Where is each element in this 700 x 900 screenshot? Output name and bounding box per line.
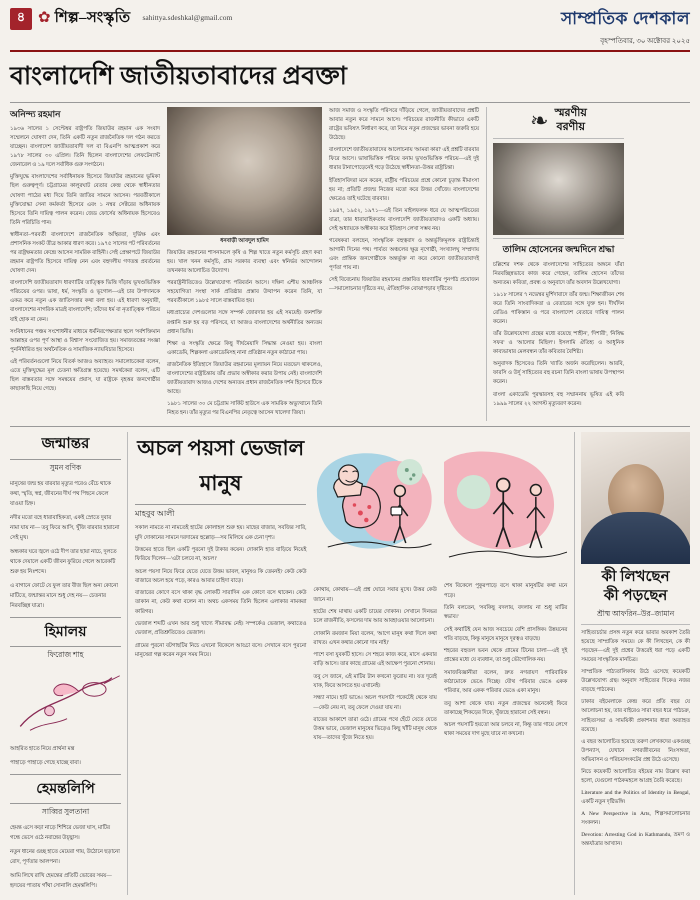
review-author-photo bbox=[581, 432, 690, 564]
paragraph: তিনি বলতেন, 'সবকিছু বদলায়, বদলায় না শুধু মাটির স্বভাব।' bbox=[443, 604, 568, 621]
paragraph: নিচে কয়েকটি আলোচিত বইয়ের নাম উল্লেখ করা হলো, যেগুলো পাঠকমহলে আগ্রহ তৈরি করেছে। bbox=[581, 768, 690, 784]
paragraph: তাঁর উল্লেখযোগ্য গ্রন্থের মধ্যে রয়েছে 'শাহীন', 'দিশারী', 'নিষিদ্ধ সফর' ও 'আলোর মিছিল'। ইসলামি ঐতিহ্য ও আধুনিক কাব্যভাষার মেলবন্ধন তাঁর কবিতার বৈশিষ্ট্য। bbox=[493, 331, 624, 356]
poem-author-jonmantor: সুমন বণিক bbox=[49, 463, 82, 473]
feature-main-column bbox=[135, 432, 306, 895]
paragraph: জিয়াউর রহমানের শাসনামলে কৃষি ও শিল্প খাতে নতুন কর্মসূচি গ্রহণ করা হয়। খাল খনন কর্মসূচি, গ্রাম সরকার ব্যবস্থা এবং স্বনির্ভর আন্দোলন তখনকার আলোচিত উদ্যোগ। bbox=[167, 250, 322, 275]
lead-body-1 bbox=[10, 125, 160, 394]
paragraph: ভেজাল শব্দটি এখন আর শুধু খাদ্যে সীমাবদ্ধ নেই। সম্পর্কেও ভেজাল, কথাতেও ভেজাল, প্রতিশ্রুতিতেও ভেজাল। bbox=[135, 621, 307, 637]
review-column bbox=[574, 432, 690, 895]
paragraph: সকাল নামতে না নামতেই হাটের কোলাহল শুরু হয়। মাছের বাজার, সবজির সারি, মুদি দোকানের সামনে দরদামের হুল্লোড়—সব মিলিয়ে এক চেনা দৃশ্য। bbox=[135, 525, 307, 541]
paragraph: শহরের বহুতল ভবন থেকে গ্রামের টিনের চালা—এই দুই প্রান্তের মধ্যে যে ব্যবধান, তা শুধু ভৌগোলিক নয়। bbox=[443, 648, 568, 664]
paragraph: কোথায়, কোথায়—এই প্রশ্ন ঘোরে সবার মুখে। উত্তর কেউ জানে না। bbox=[313, 587, 437, 603]
people-illustration-icon bbox=[313, 432, 436, 582]
feature-body-1 bbox=[135, 524, 306, 660]
lead-body-3 bbox=[329, 107, 479, 294]
lead-column-1 bbox=[10, 107, 160, 421]
book-item: Literature and the Politics of Identity in Bengal, একটি নতুন দৃষ্টিভঙ্গি। bbox=[581, 790, 690, 806]
flower-icon: ✿ bbox=[38, 10, 51, 26]
lead-column-3 bbox=[329, 107, 479, 421]
poem-body-himalay bbox=[10, 744, 121, 768]
paragraph: রাতের আকাশে তারা ওঠে। গ্রামের পথে হেঁটে যেতে যেতে উত্তম ভাবে, ভেজাল মানুষের ভিড়েও কিছু খাঁটি মানুষ থেকে যায়—তাদের খুঁজে নিতে হয়। bbox=[313, 716, 437, 742]
feature-author: মাহবুব আলী bbox=[135, 509, 175, 519]
masthead bbox=[10, 6, 690, 52]
stanza: হেমন্ত এসে কড়া নাড়ে শিশিরে ভেজা ঘাস, মাটির গন্ধে ভেসে ওঠে নবান্নের উচ্ছ্বাস। bbox=[10, 825, 110, 842]
masthead-left bbox=[10, 6, 232, 31]
rail-photo-caption: তালিম হোসেনের জন্মদিনে শ্রদ্ধা bbox=[493, 238, 624, 257]
himalay-illustration bbox=[10, 666, 121, 744]
stanza: পাহাড়ে পাহাড়ে গেছে যাচ্ছে বাবা। bbox=[10, 760, 81, 767]
page-number: ৪ bbox=[10, 8, 32, 30]
poem-body-jonmantor bbox=[10, 479, 121, 611]
paragraph: ১৯৩৬ সালের ১ সেপ্টেম্বর রাষ্ট্রপতি জিয়াউর রহমান এক সংবাদ সম্মেলনে ঘোষণা দেন, তিনি একটি নতুন রাজনৈতিক দল গঠন করতে যাচ্ছেন। বাংলাদেশ জাতীয়তাবাদী দল বা বিএনপি আত্মপ্রকাশ করে ১৯৭৮ সালের ৩০ এপ্রিল। তিনি ছিলেন বাংলাদেশের লেফটেন্যান্ট জেনারেল ও ১৯ দলে সর্বাধিক গুরু সংগঠনে। bbox=[10, 126, 160, 169]
headline-bar bbox=[10, 52, 690, 103]
paragraph: ১৯৮১ সালের ৩০ মে চট্টগ্রাম সার্কিট হাউসে এক সামরিক অভ্যুত্থানে তিনি নিহত হন। তাঁর মৃত্যুর পর বিএনপির নেতৃত্বে আসেন খালেদা জিয়া। bbox=[167, 401, 322, 417]
feature-column-2 bbox=[313, 432, 436, 895]
paragraph: মধ্যপ্রাচ্যের দেশগুলোর সঙ্গে সম্পর্ক জোরদার হয় এই সময়েই। জনশক্তি রপ্তানি শুরু হয় বড় পরিসরে, যা আজও বাংলাদেশের অর্থনীতির অন্যতম প্রধান ভিত্তি। bbox=[167, 310, 322, 335]
paragraph: দোকানি রমজান মিয়া বলেন, 'আগে মানুষ কথা দিলে কথা রাখত। এখন কথার কোনো দাম নাই।' bbox=[313, 630, 437, 646]
paragraph: সংবিধানের পঞ্চম সংশোধনীর মাধ্যমে ধর্মনিরপেক্ষতার স্থলে 'সর্বশক্তিমান আল্লাহর ওপর পূর্ণ আস্থা ও বিশ্বাস' সংযোজিত হয়। সমাজতন্ত্রের সংজ্ঞা পুনর্নির্ধারিত হয় অর্থনৈতিক ও সামাজিক ন্যায়বিচার হিসেবে। bbox=[10, 328, 160, 353]
paragraph: বাংলাদেশি জাতীয়তাবাদ ধারণাটির তাত্ত্বিক ভিত্তি দাঁড়ায় ভূখণ্ডভিত্তিক পরিচয়ের ওপর। ভাষা, ধর্ম, সংস্কৃতি ও ভূগোল—এই চার উপাদানকে একত্র করে নতুন এক জাতিসত্তার কথা বলা হয়। এই ধারণা অনুযায়ী, বাংলাদেশের নাগরিক মাত্রই বাংলাদেশি; তাঁদের ধর্ম বা নৃতাত্ত্বিক পরিচয় যাই হোক না কেন। bbox=[10, 280, 160, 323]
book-item: Devotion: Arresting God in Kathmandu, ভ্রমণ ও অন্তর্যাত্রার আখ্যান। bbox=[581, 832, 690, 848]
paragraph: উত্তমের হাতে ছিল একটি পুরনো দুই টাকার কয়েন। দোকানি হাত বাড়িয়ে নিয়েই ফিরিয়ে দিলেন—'এটা চলবে না, অচল।' bbox=[135, 546, 307, 563]
paragraph: শেষ বিকেলে পুকুরপাড়ে বসে থাকা মানুষটির কথা মনে পড়ে। bbox=[443, 583, 568, 599]
feature-body-3 bbox=[444, 582, 567, 739]
page-title: বাংলাদেশি জাতীয়তাবাদের প্রবক্তা bbox=[10, 63, 348, 90]
paragraph: সাহিত্যচর্চার প্রসঙ্গ নতুন করে ভাবার অবকাশ তৈরি হয়েছে সাম্প্রতিক সময়ে। কে কী লিখছেন, কে কী পড়ছেন—এই দুই প্রশ্নের উত্তরেই ধরা পড়ে একটি সময়ের সাংস্কৃতিক মানচিত্র। bbox=[581, 629, 690, 664]
rail-title-line1: স্মরণীয় bbox=[554, 107, 587, 119]
paragraph: ১৯১৮ সালের ৭ নভেম্বর মুর্শিদাবাদে তাঁর জন্ম। শিক্ষাজীবন শেষ করে তিনি সাংবাদিকতা ও বেতারের সঙ্গে যুক্ত হন। দীর্ঘদিন রেডিও পাকিস্তান ও পরে বাংলাদেশ বেতারে দায়িত্ব পালন করেন। bbox=[493, 291, 624, 325]
section-logo bbox=[38, 6, 130, 31]
flower-sprig-icon: ❧ bbox=[530, 107, 549, 133]
review-title-line2: কী পড়ছেন bbox=[603, 588, 668, 605]
paragraph: ইতিহাসবিদরা মনে করেন, রাষ্ট্রীয় পরিচয়ের প্রশ্নে কোনো চূড়ান্ত মীমাংসা হয় না; প্রতিটি প্রজন্ম নিজের মতো করে উত্তর খোঁজে। বাংলাদেশের ক্ষেত্রেও তাই ঘটেছে বারবার। bbox=[329, 177, 479, 202]
stanza: আহরিত হাতে নিয়ে প্রার্থনা মন্ত্র bbox=[10, 746, 75, 753]
paragraph: পাশে বসা যুবকটি হাসে। সে শহরে কাজ করে, মাসে একবার বাড়ি আসে। তার কাছে গ্রামের এই আক্ষেপ পুরনো শোনায়। bbox=[313, 652, 437, 668]
paragraph: অচল পয়সাটি হয়তো আর চলবে না, কিন্তু তার গায়ে লেগে থাকা সময়ের দাগ মুছে যাবে না কখনো। bbox=[443, 722, 568, 738]
paragraph: গ্রামের পুরনো বটগাছটির নিচে এখনো বিকেলে আড্ডা বসে। সেখানে বসে পুরনো মানুষেরা গল্প করেন নতুন সময় নিয়ে। bbox=[135, 642, 307, 658]
paragraph: মুক্তিযুদ্ধে বাংলাদেশের সর্বাধিনায়ক হিসেবে জিয়াউর রহমানের ভূমিকা ছিল গুরুত্বপূর্ণ। চট্টগ্রামের কালুরঘাট বেতার কেন্দ্র থেকে স্বাধীনতার ঘোষণা পাঠের মধ্য দিয়ে তিনি জাতির সামনে আসেন। পরবর্তীকালে মুক্তিযোদ্ধা সেনা কর্মকর্তা হিসেবে এবং ১ নম্বর সেক্টরের অধিনায়ক হিসেবে তিনি দায়িত্ব পালন করেন। জেড ফোর্সের অধিনায়ক হিসেবেও তিনি পরিচিতি পান। bbox=[10, 174, 160, 226]
paragraph: সাম্প্রতিক পাঠ্যতালিকায় উঠে এসেছে কয়েকটি উল্লেখযোগ্য গ্রন্থ। অনুবাদ সাহিত্যের দিকেও নজর বাড়ছে পাঠকের। bbox=[581, 669, 690, 694]
poem-title-hemantolipi: হেমন্তলিপি bbox=[10, 774, 121, 804]
review-title-line1: কী লিখছেন bbox=[601, 569, 670, 586]
rail-body bbox=[493, 261, 624, 409]
book-item: A New Perspective in Arts, শিল্পসমালোচনার সংকলন। bbox=[581, 811, 690, 827]
paragraph: রাজনৈতিক ইতিহাসে জিয়াউর রহমানের মূল্যায়ন নিয়ে মতভেদ থাকলেও, বাংলাদেশের রাষ্ট্রচিন্তায় তাঁর প্রভাব অস্বীকার করার উপায় নেই। বাংলাদেশি জাতীয়তাবাদ আজও দেশের অন্যতম প্রধান রাজনৈতিক দর্শন হিসেবে টিকে আছে। bbox=[167, 361, 322, 396]
paragraph: ১৯৪৭, ১৯৫২, ১৯৭১—এই তিন মাইলফলক ধরে যে আত্মপরিচয়ের যাত্রা, তার ধারাবাহিকতায় বাংলাদেশি জাতীয়তাবাদও একটি অধ্যায়। সেই অধ্যায়কে অস্বীকার করে ইতিহাস লেখা সম্ভব নয়। bbox=[329, 207, 479, 232]
review-author: শ্রীষ্ম আফরিন–উর–জামান bbox=[581, 609, 690, 625]
masthead-right bbox=[561, 6, 690, 47]
paragraph: স্বাধীনতা–পরবর্তী বাংলাদেশে রাজনৈতিক অস্থিরতা, দুর্ভিক্ষ এবং প্রশাসনিক সংকট তীব্র আকার ধারণ করে। ১৯৭৫ সালের পট পরিবর্তনের পর রাষ্ট্রক্ষমতার কেন্দ্রে আসেন সামরিক বাহিনী। সেই প্রেক্ষাপটে জিয়াউর রহমান রাষ্ট্রপতি হিসেবে দায়িত্ব নেন এবং বহুদলীয় গণতন্ত্র প্রবর্তনের ঘোষণা দেন। bbox=[10, 231, 160, 275]
paragraph: অচল পয়সা নিয়ে ফিরে যেতে যেতে উত্তম ভাবল, মানুষও কি তেমনই? কেউ কেউ বাজারে অচল হয়ে পড়ে, কারও আবার চাহিদা বাড়ে। bbox=[135, 568, 307, 584]
poem-title-jonmantor: জন্মান্তর bbox=[10, 432, 121, 460]
rail-title bbox=[555, 107, 587, 135]
lead-photo bbox=[167, 107, 322, 235]
paragraph: এই পরিবর্তনগুলো নিয়ে বিতর্ক আজও অব্যাহত। সমালোচকেরা বলেন, এতে মুক্তিযুদ্ধের মূল চেতনা ক্ষতিগ্রস্ত হয়েছে। সমর্থকেরা বলেন, এটি ছিল বাস্তবতার সঙ্গে সমন্বয়ের প্রয়াস, যা রাষ্ট্রকে বৃহত্তর জনগোষ্ঠীর কাছাকাছি নিয়ে গেছে। bbox=[10, 358, 160, 393]
lead-column-2 bbox=[167, 107, 322, 421]
rail-title-line2: বরণীয় bbox=[556, 120, 585, 133]
section-email[interactable]: sahittya.sdeshkal@gmail.com bbox=[142, 13, 233, 22]
paragraph: সেই কথাটিই যেন আজ সবচেয়ে বেশি প্রাসঙ্গিক। উন্নয়নের গতি বাড়ছে, কিন্তু মানুষে মানুষে দূরত্বও বাড়ছে। bbox=[443, 626, 568, 642]
brand-title: সাম্প্রতিক দেশকাল bbox=[560, 9, 690, 28]
paragraph: হাটের শেষ মাথায় একটি চায়ের দোকান। সেখানে দিনভর চলে রাজনীতি, ফসলের দাম আর আবহাওয়ার আলোচনা। bbox=[313, 608, 437, 625]
paragraph: সন্ধ্যা নামে। হাট ভাঙে। অচল পয়সাটা পকেটেই থেকে যায়—কেউ নেয় না, তবু ফেলে দেওয়া যায় না। bbox=[313, 695, 437, 711]
paragraph: অনুবাদক হিসেবেও তিনি খ্যাতি অর্জন করেছিলেন। আরবি, ফারসি ও উর্দু সাহিত্যের বহু রচনা তিনি বাংলা ভাষায় উপস্থাপন করেন। bbox=[493, 361, 624, 386]
stanza: মানুষের জন্ম হয় বারবার মৃত্যুর পরেও বেঁচে থাকে কথা, স্মৃতি, স্বপ্ন, জীবনের দীর্ঘ পথ পিছনে ফেলে যাওয়া চিহ্ন। bbox=[10, 481, 111, 508]
review-title bbox=[581, 568, 690, 606]
rail-portrait-photo bbox=[493, 143, 624, 235]
lead-photo-caption: ধনবাড়ী আবদুল হামিদ bbox=[220, 238, 269, 244]
poem-title-himalay: হিমালয় bbox=[10, 617, 121, 647]
illustration-spacer bbox=[444, 432, 567, 582]
lead-body-2 bbox=[167, 249, 322, 418]
paragraph: গবেষকরা বলছেন, সাংস্কৃতিক বহুত্ববাদ ও অন্তর্ভুক্তিমূলক রাষ্ট্রচিন্তাই আগামী দিনের পথ। পার্বত্য অঞ্চলের ক্ষুদ্র নৃগোষ্ঠী, সংখ্যালঘু সম্প্রদায় এবং প্রান্তিক জনগোষ্ঠীকে অন্তর্ভুক্ত না করে কোনো জাতীয়তাবাদই পূর্ণতা পায় না। bbox=[329, 238, 479, 272]
feature-column-3 bbox=[444, 432, 567, 895]
paragraph: পররাষ্ট্রনীতিতেও উল্লেখযোগ্য পরিবর্তন আসে। দক্ষিণ এশীয় আঞ্চলিক সহযোগিতা সংস্থা সার্ক প্রতিষ্ঠার প্রস্তাব উত্থাপন করেন তিনি, যা পরবর্তীকালে ১৯৮৫ সালে বাস্তবায়িত হয়। bbox=[167, 280, 322, 305]
people-illustration-right-icon bbox=[444, 432, 567, 582]
lead-byline: অনিন্দ্য রহমান bbox=[10, 109, 61, 119]
bird-flower-drawing-icon bbox=[10, 666, 128, 744]
paragraph: সেই বিবেচনায় জিয়াউর রহমানের প্রস্তাবিত ধারণাটির পুনর্পাঠ প্রয়োজন—সমালোচনার দৃষ্টিতে নয়, ঐতিহাসিক বোঝাপড়ার দৃষ্টিতে। bbox=[329, 277, 479, 293]
poem-body-hemantolipi bbox=[10, 823, 121, 891]
paragraph: ঢাকার বইমেলাকে কেন্দ্র করে প্রতি বছর যে আলোচনা হয়, তার বাইরেও সারা বছর ধরে পাঠচক্র, সাহিত্যসভা ও সাময়িকী প্রকাশনার ধারা অব্যাহত রয়েছে। bbox=[581, 699, 690, 733]
poem-author-himalay: ফিরোজ শাহ bbox=[47, 650, 84, 660]
rail-header bbox=[493, 107, 624, 139]
stanza: অন্ধকার ঘরে জ্বলে ওঠে দীপ তার ছায়া নাচে, দুলতে থাকে দেয়ালে একটি জীবন ফুরিয়ে গেলে আরেকটি শুরু হয় নিঃশব্দে। bbox=[10, 549, 117, 576]
poetry-column bbox=[10, 432, 128, 895]
paragraph: তবু সে জানে, এই মাটির টান কখনো ফুরোয় না। যত দূরেই যাক, ফিরে আসতে হয় এখানেই। bbox=[313, 673, 437, 689]
rail-smaraniya-baraniya bbox=[486, 107, 624, 421]
stanza: আমি লিখে রাখি হেমন্তের প্রতিটি ভোরের সময়— হৃদয়ের পাতায় গাঁথা সোনালি হেমন্তলিপি। bbox=[10, 873, 112, 890]
paragraph: তবু আশা থেকে যায়। নতুন প্রজন্মের অনেকেই ফিরে তাকাচ্ছে শিকড়ের দিকে, খুঁজছে হারানো সেই বন্ধন। bbox=[443, 700, 568, 716]
stanza: এ বাগানে ফোটে যে ফুল তার বীজ ছিল অন্য কোনো মাটিতে, জন্মান্তর মানে শুধু দেহ নয়— চেতনার নিরবচ্ছিন্ন যাত্রা। bbox=[10, 583, 118, 610]
paragraph: চল্লিশের দশক থেকে বাংলাদেশের সাহিত্যের অঙ্গনে যাঁরা নিরবচ্ছিন্নভাবে কাজ করে গেছেন, তালিম হোসেন তাঁদের অন্যতম। কবিতা, প্রবন্ধ ও অনুবাদে তাঁর অবদান উল্লেখযোগ্য। bbox=[493, 261, 624, 286]
paragraph: সমাজবিজ্ঞানীরা বলেন, দ্রুত নগরায়ণ পারিবারিক কাঠামোকে ভেঙে দিচ্ছে। যৌথ পরিবার ভেঙে একক পরিবার, আর একক পরিবার ভেঙে একা মানুষ। bbox=[443, 669, 568, 695]
review-body bbox=[581, 629, 690, 850]
paragraph: শিক্ষা ও সংস্কৃতি ক্ষেত্রে কিছু দীর্ঘমেয়াদি সিদ্ধান্ত নেওয়া হয়। বাংলা একাডেমি, শিল্পকলা একাডেমিসহ নানা প্রতিষ্ঠান নতুন কাঠামো পায়। bbox=[167, 340, 322, 356]
issue-date: বৃহস্পতিবার, ৩০ অক্টোবর ২০২৫ bbox=[600, 37, 690, 45]
poem-author-hemantolipi: সাব্বির সুলতানা bbox=[41, 807, 90, 817]
stanza: নতুন ধানের গুচ্ছ হাতে মেয়েরা গায়, উঠোনে ছড়ানো রোদ, পূর্ণতার আলপনা। bbox=[10, 849, 120, 866]
paragraph: বাজারের কোণে বসে থাকা বৃদ্ধ লোকটি সারাদিন এক কোণে বসে থাকেন। কেউ তাকান না, কেউ কথা বলেন না। অথচ একসময় তিনি ছিলেন এলাকার নামকরা কারিগর। bbox=[135, 590, 307, 615]
feature-body-2 bbox=[313, 586, 436, 743]
portrait-shoulders bbox=[581, 512, 690, 564]
stanza: নদীর মতো বহে ধারাবাহিকতা, একই স্রোতে দুবার নামা যায় না— তবু ফিরে আসি, খুঁজি বারবার হারানো সেই মুখ। bbox=[10, 515, 120, 542]
paragraph: বাংলাদেশে জাতীয়তাবাদের আলোচনায় 'আমরা কারা' এই প্রশ্নটি বারবার ফিরে আসে। ভাষাভিত্তিক পরিচয় বনাম ভূখণ্ডভিত্তিক পরিচয়—এই দুই ধারার টানাপোড়েনেই গড়ে উঠেছে স্বাধীনতা–উত্তর রাষ্ট্রচিন্তা। bbox=[329, 147, 479, 172]
paragraph: আজ সমাজ ও সংস্কৃতি পরিসরে দাঁড়িয়ে গেলে, জাতীয়তাবাদের প্রশ্নটি আবার নতুন করে সামনে আসে। পরিচয়ের রাজনীতি কীভাবে একটি রাষ্ট্রের ভবিষ্যৎ নির্ধারণ করে, তা নিয়ে নতুন প্রজন্মের ভাবনা জরুরি হয়ে উঠেছে। bbox=[329, 108, 479, 142]
feature-illustration bbox=[313, 432, 436, 582]
lower-section bbox=[10, 427, 690, 895]
lead-article bbox=[10, 103, 690, 427]
feature-title: অচল পয়সা ভেজাল মানুষ bbox=[135, 432, 306, 505]
paragraph: বাংলা একাডেমি পুরস্কারসহ বহু সম্মাননায় ভূষিত এই কবি ১৯৯৯ সালের ২২ আগস্ট মৃত্যুবরণ করেন। bbox=[493, 391, 624, 407]
section-title: শিল্প–সংস্কৃতি bbox=[54, 10, 131, 26]
paragraph: এ বছর আলোচিত হয়েছে তরুণ লেখকদের একগুচ্ছ উপন্যাস, যেখানে নগরজীবনের নিঃসঙ্গতা, অভিবাসন ও পরিচয়সংকটের প্রশ্ন উঠে এসেছে। bbox=[581, 738, 690, 763]
lead-photo-block bbox=[167, 107, 322, 246]
